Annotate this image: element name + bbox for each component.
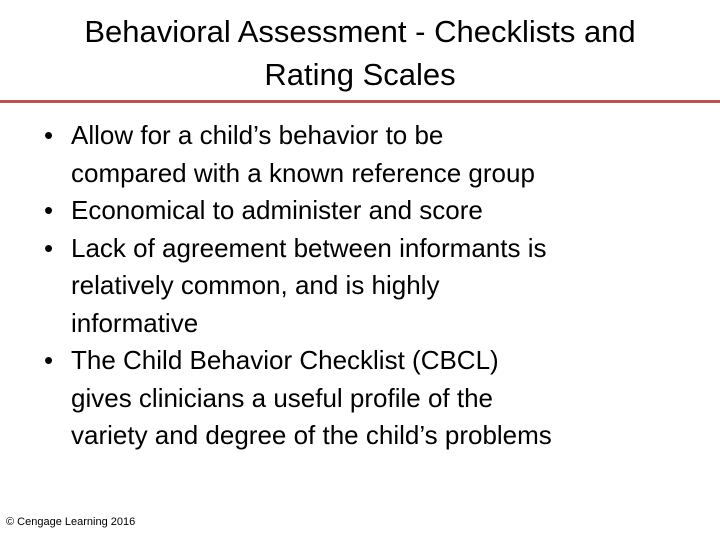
bullet-text-line: variety and degree of the child’s problems <box>71 420 552 450</box>
copyright-footer: © Cengage Learning 2016 <box>6 516 136 528</box>
bullet-marker: • <box>44 345 54 375</box>
bullet-text-line: Allow for a child’s behavior to be <box>71 120 444 150</box>
bullet-item-economical <box>44 192 704 230</box>
slide-title-line-1: Behavioral Assessment - Checklists and <box>84 14 636 49</box>
title-divider <box>0 100 720 103</box>
bullet-item-cbcl <box>44 342 704 455</box>
bullet-text-line: Lack of agreement between informants is <box>71 232 547 263</box>
bullet-marker: • <box>44 232 54 263</box>
bullet-item-agreement <box>44 230 704 343</box>
slide-title-line-2: Rating Scales <box>264 57 456 92</box>
bullet-text-line: The Child Behavior Checklist (CBCL) <box>71 345 499 375</box>
bullet-marker: • <box>44 120 54 150</box>
bullet-text-line: gives clinicians a useful profile of the <box>71 382 494 413</box>
slide-title <box>20 10 700 96</box>
bullet-text-line: Economical to administer and score <box>71 195 483 225</box>
bullet-list <box>44 117 704 455</box>
bullet-text-line: relatively common, and is highly <box>71 270 440 300</box>
bullet-text-line: informative <box>71 307 199 338</box>
bullet-text-line: compared with a known reference group <box>71 157 535 188</box>
bullet-marker: • <box>44 195 54 225</box>
bullet-item-comparison <box>44 117 704 192</box>
